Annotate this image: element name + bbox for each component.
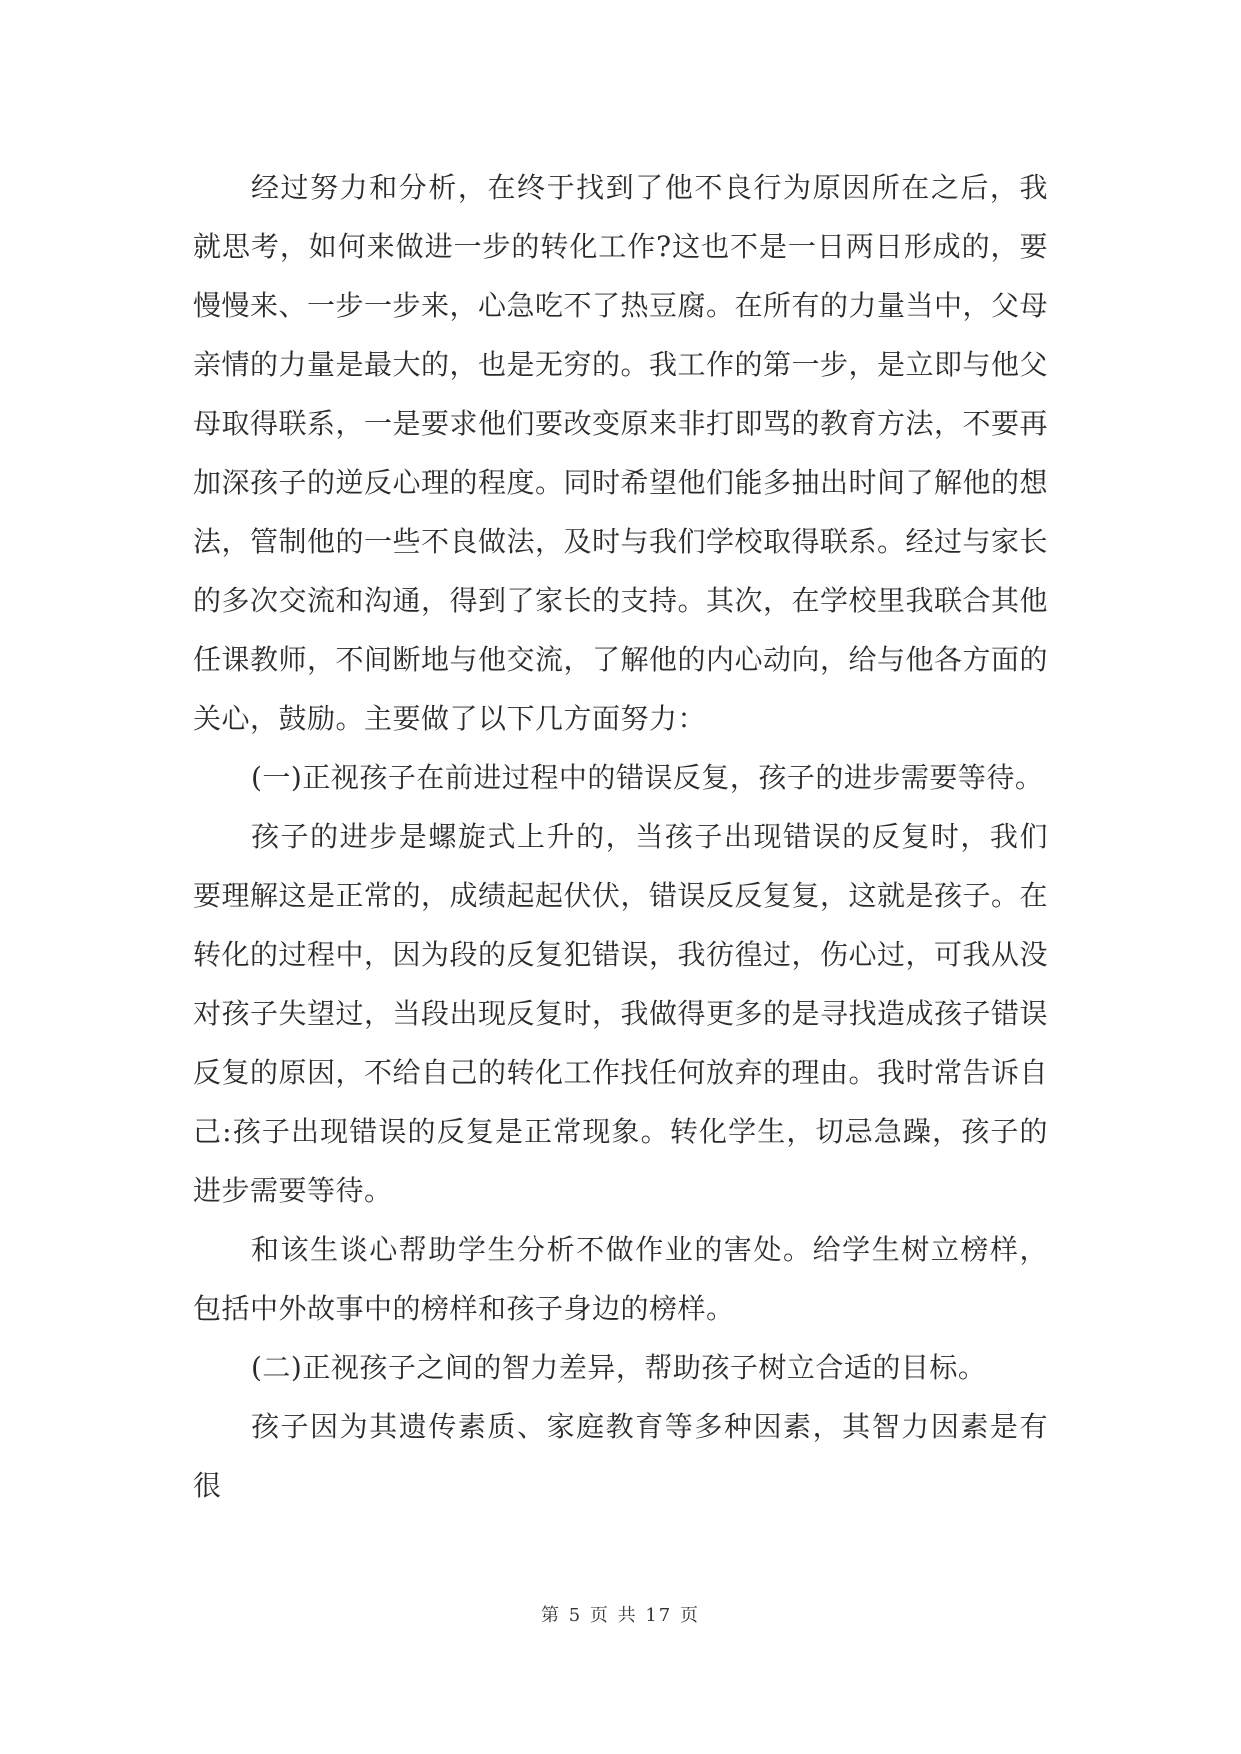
paragraph: 孩子的进步是螺旋式上升的，当孩子出现错误的反复时，我们要理解这是正常的，成绩起起伏伏，错误反反复复，这就是孩子。在转化的过程中，因为段的反复犯错误，我彷徨过，伤心过，可我从没对孩子失望过，当段出现反复时，我做得更多的是寻找造成孩子错误反复的原因，不给自己的转化工作找任何放弃的理由。我时常告诉自己:孩子出现错误的反复是正常现象。转化学生，切忌急躁，孩子的进步需要等待。 [193,820,1049,1207]
section-heading: (二)正视孩子之间的智力差异，帮助孩子树立合适的目标。 [251,1351,987,1384]
paragraph: 经过努力和分析，在终于找到了他不良行为原因所在之后，我就思考，如何来做进一步的转化工作?这也不是一日两日形成的，要慢慢来、一步一步来，心急吃不了热豆腐。在所有的力量当中，父母亲情的力量是最大的，也是无穷的。我工作的第一步，是立即与他父母取得联系，一是要求他们要改变原来非打即骂的教育方法，不要再加深孩子的逆反心理的程度。同时希望他们能多抽出时间了解他的想法，管制他的一些不良做法，及时与我们学校取得联系。经过与家长的多次交流和沟通，得到了家长的支持。其次，在学校里我联合其他任课教师，不间断地与他交流，了解他的内心动向，给与他各方面的关心，鼓励。主要做了以下几方面努力： [193,171,1049,735]
document-body [193,158,1048,1515]
paragraph: 和该生谈心帮助学生分析不做作业的害处。给学生树立榜样，包括中外故事中的榜样和孩子身边的榜样。 [193,1233,1048,1325]
page-number-footer: 第 5 页 共 17 页 [541,1605,700,1626]
section-heading: (一)正视孩子在前进过程中的错误反复，孩子的进步需要等待。 [251,761,1044,794]
paragraph: 孩子因为其遗传素质、家庭教育等多种因素，其智力因素是有很 [193,1410,1048,1502]
